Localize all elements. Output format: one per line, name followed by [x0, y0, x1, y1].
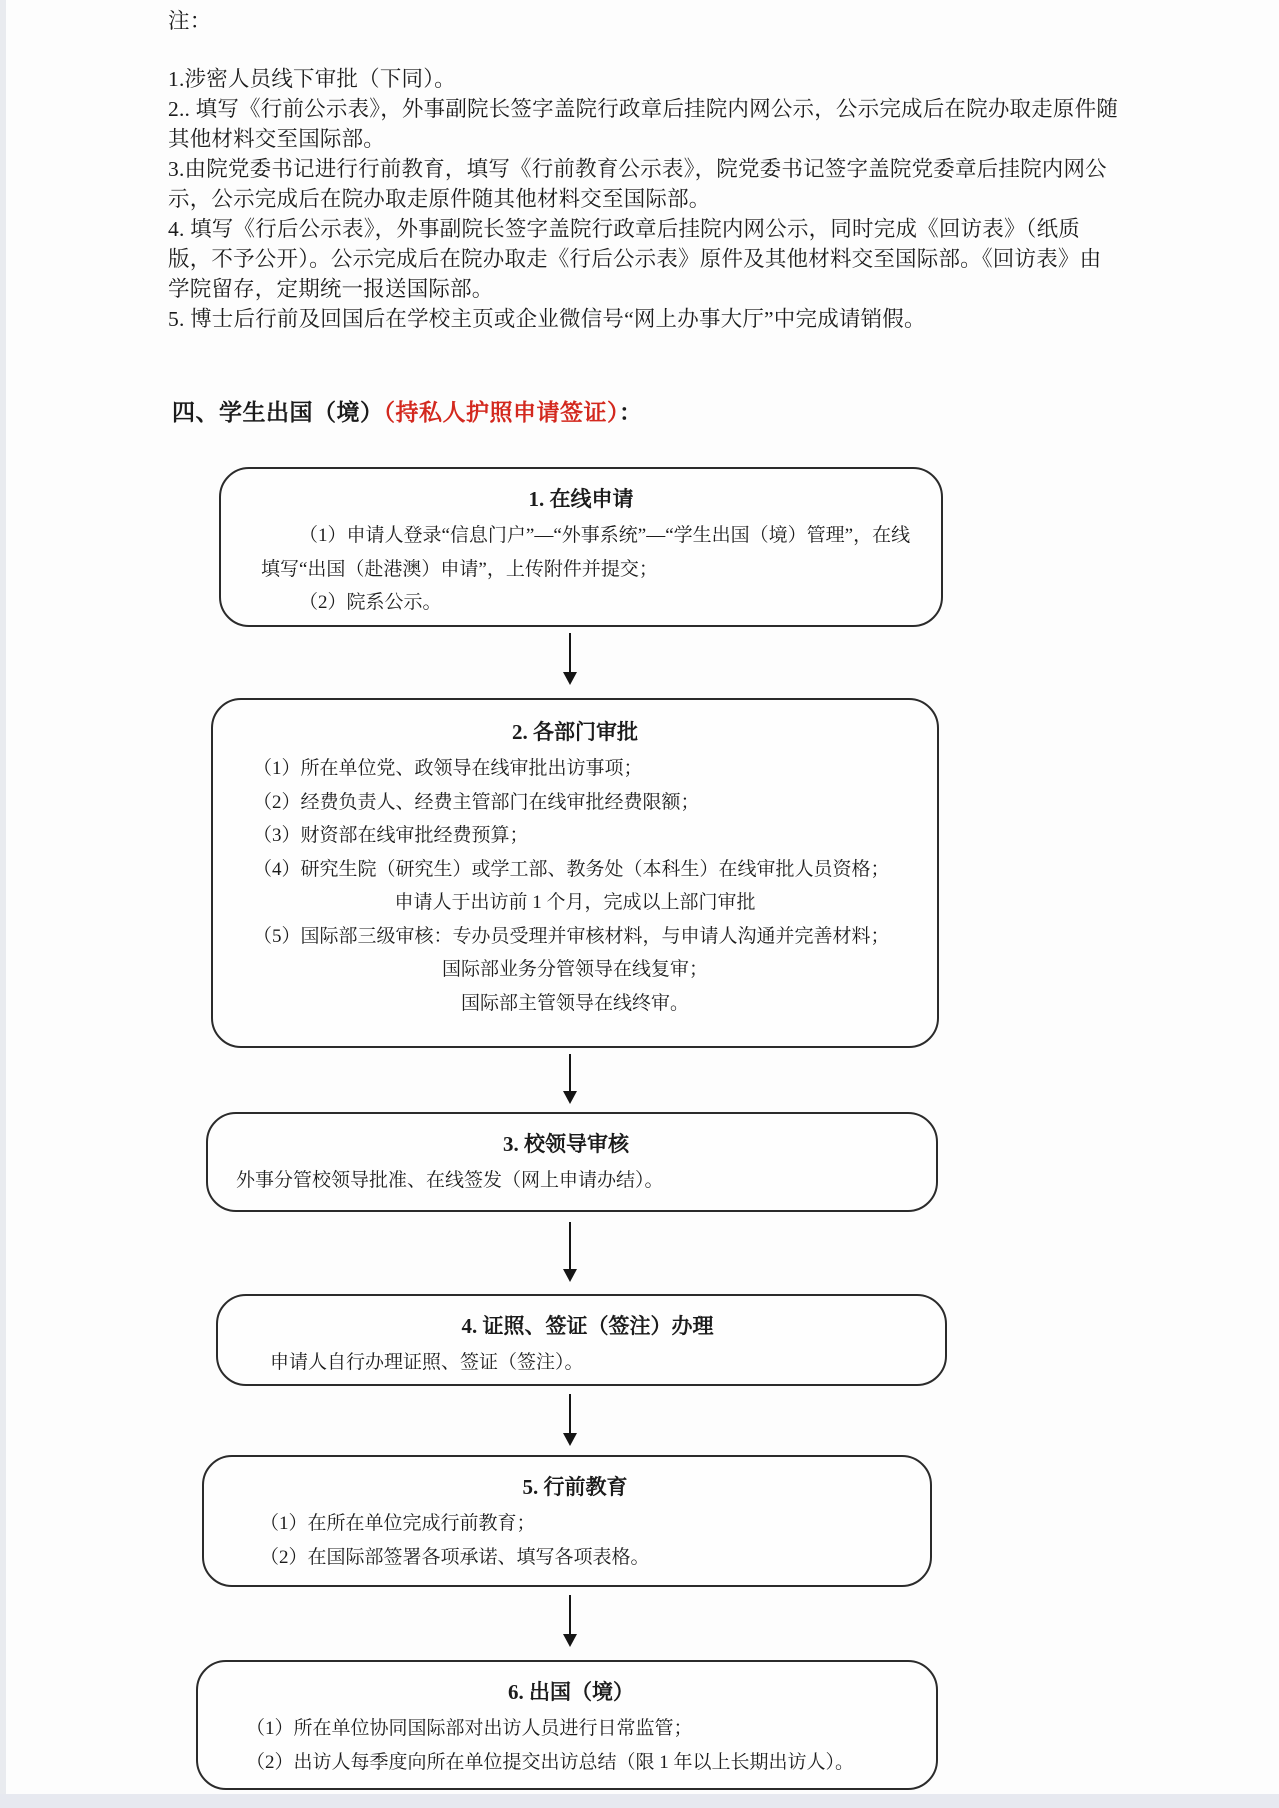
- flow-box-line: 国际部主管领导在线终审。: [460, 992, 689, 1014]
- arrow-down-icon: [563, 1269, 577, 1282]
- section-title-black: 四、学生出国（境）: [172, 400, 384, 425]
- flow-box-line: （1）所在单位协同国际部对出访人员进行日常监管；: [246, 1718, 693, 1739]
- flow-box-line: （1）所在单位党、政领导在线审批出访事项；: [253, 758, 643, 779]
- arrow-down-icon: [563, 1091, 577, 1104]
- flow-box-line: （4）研究生院（研究生）或学工部、教务处（本科生）在线审批人员资格；: [253, 858, 890, 880]
- flow-box-title: 1. 在线申请: [528, 487, 634, 511]
- arrow-shaft: [569, 1394, 571, 1433]
- note-item-5: 5. 博士后行前及回国后在学校主页或企业微信号“网上办事大厅”中完成请销假。: [168, 307, 926, 331]
- flow-arrow-4: [562, 1394, 578, 1446]
- flow-box-line: 外事分管校领导批准、在线签发（网上申请办结）。: [236, 1170, 664, 1191]
- flow-arrow-1: [562, 633, 578, 685]
- section-title-colon: ：: [619, 400, 643, 425]
- notes-label: 注：: [168, 9, 212, 33]
- flow-box-line: （3）财资部在线审批经费预算；: [253, 825, 529, 846]
- note-item-3: 3.由院党委书记进行行前教育，填写《行前教育公示表》，院党委书记签字盖院党委章后挂院内网公示，公示完成后在院办取走原件随其他材料交至国际部。: [168, 157, 1107, 211]
- flow-box-title: 2. 各部门审批: [512, 720, 638, 744]
- flow-box-school-leader-review: [206, 1112, 938, 1212]
- flow-box-line: （1）申请人登录“信息门户”—“外事系统”—“学生出国（境）管理”，在线填写“出国（赴港澳）申请”，上传附件并提交；: [261, 525, 911, 580]
- flow-box-title: 6. 出国（境）: [508, 1680, 634, 1704]
- flow-arrow-3: [562, 1222, 578, 1282]
- flow-box-line: （2）经费负责人、经费主管部门在线审批经费限额；: [253, 791, 700, 813]
- note-item-4: 4. 填写《行后公示表》，外事副院长签字盖院行政章后挂院内网公示，同时完成《回访表》（纸质版，不予公开）。公示完成后在院办取走《行后公示表》原件及其他材料交至国际部。《回访表》由学院留存，定期统一报送国际部。: [168, 217, 1102, 301]
- arrow-shaft: [569, 633, 571, 672]
- flow-box-line: （1）在所在单位完成行前教育；: [260, 1513, 536, 1534]
- note-item-2: 2.. 填写《行前公示表》，外事副院长签字盖院行政章后挂院内网公示，公示完成后在院办取走原件随其他材料交至国际部。: [168, 97, 1119, 151]
- flow-box-line: 国际部业务分管领导在线复审；: [441, 959, 708, 980]
- document-page: [6, 0, 1279, 1794]
- arrow-down-icon: [563, 672, 577, 685]
- flow-box-line: 申请人于出访前 1 个月，完成以上部门审批: [394, 892, 756, 913]
- flow-box-line: （2）在国际部签署各项承诺、填写各项表格。: [260, 1546, 650, 1568]
- section-title-red-highlight: （持私人护照申请签证）: [383, 400, 619, 425]
- flow-arrow-2: [562, 1054, 578, 1104]
- section-title: [172, 394, 643, 427]
- flow-box-online-application: [219, 467, 943, 627]
- flow-box-line: （2）院系公示。: [299, 592, 442, 613]
- notes-section: [168, 6, 1120, 334]
- flow-box-title: 4. 证照、签证（签注）办理: [461, 1314, 714, 1338]
- page-bottom-edge: [0, 1794, 1279, 1808]
- arrow-down-icon: [563, 1634, 577, 1647]
- note-item-1: 1.涉密人员线下审批（下同）。: [168, 67, 456, 91]
- flow-box-line: （5）国际部三级审核：专办员受理并审核材料，与申请人沟通并完善材料；: [253, 925, 890, 947]
- flow-box-going-abroad: [196, 1660, 938, 1790]
- flow-box-passport-visa-processing: [216, 1294, 947, 1386]
- flow-arrow-5: [562, 1595, 578, 1647]
- arrow-down-icon: [563, 1433, 577, 1446]
- flow-box-line: 申请人自行办理证照、签证（签注）。: [270, 1352, 584, 1373]
- flow-box-title: 5. 行前教育: [522, 1475, 628, 1499]
- flow-box-title: 3. 校领导审核: [503, 1132, 629, 1156]
- arrow-shaft: [569, 1595, 571, 1634]
- flow-box-department-approval: [211, 698, 939, 1048]
- flow-box-pre-departure-education: [202, 1455, 932, 1587]
- flow-box-line: （2）出访人每季度向所在单位提交出访总结（限 1 年以上长期出访人）。: [246, 1751, 855, 1773]
- arrow-shaft: [569, 1222, 571, 1269]
- arrow-shaft: [569, 1054, 571, 1091]
